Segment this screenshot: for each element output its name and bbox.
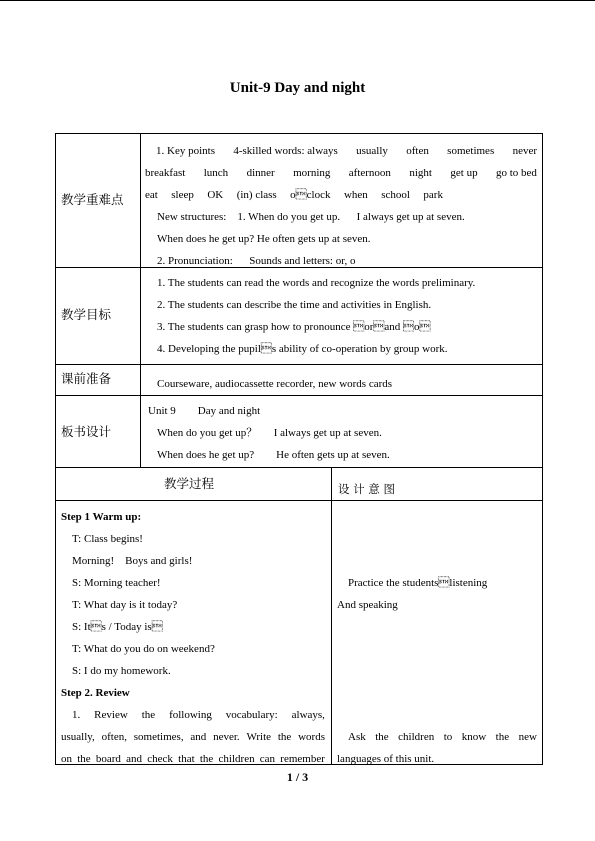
text-segment: sometimes,: [133, 731, 184, 743]
text-segment: the: [141, 709, 156, 721]
dialogue-line: S: Morning teacher!: [72, 577, 161, 589]
text-segment: dinner: [246, 167, 275, 179]
text-segment: the: [277, 731, 292, 743]
text-segment: Review: [94, 709, 128, 721]
words-line: [145, 188, 443, 202]
text-segment: words: [298, 731, 325, 743]
text-segment: board: [95, 753, 121, 765]
text-segment: and: [126, 753, 143, 765]
dialogue-line: T: What day is it today?: [72, 599, 178, 611]
text-segment: and: [190, 731, 207, 743]
text-segment: (in) class: [236, 189, 277, 201]
words-line: [145, 166, 537, 180]
dialogue-line: S: I do my homework.: [72, 665, 171, 677]
text-segment: 1. Key points: [156, 145, 215, 157]
intent-header: 设 计 意 图: [338, 482, 395, 496]
intent-text: languages of this unit.: [337, 753, 435, 765]
page-top-rule: [0, 0, 595, 1]
structures-line: New structures: 1. When do you get up. I always get up at seven.: [157, 211, 465, 223]
text-segment: lunch: [203, 167, 229, 179]
intent-text: And speaking: [337, 599, 398, 611]
text-segment: morning: [293, 167, 331, 179]
row-divider: [55, 364, 543, 365]
intent-text: Practice the studentslistening: [348, 577, 488, 589]
table-border-top: [55, 133, 543, 134]
table-border-right: [542, 133, 543, 765]
pronunciation-line: 2. Pronunciation: Sounds and letters: or, o: [157, 255, 356, 267]
text-segment: often: [406, 145, 429, 157]
review-line: [72, 708, 325, 722]
preparation-label: 课前准备: [61, 371, 112, 386]
text-segment: new: [518, 731, 537, 743]
row-divider: [55, 395, 543, 396]
objective-item: 1. The students can read the words and recognize the words preliminary.: [157, 277, 476, 289]
text-segment: when: [343, 189, 368, 201]
text-segment: afternoon: [348, 167, 391, 179]
text-segment: park: [423, 189, 443, 201]
objective-item: 2. The students can describe the time and activities in English.: [157, 299, 432, 311]
text-segment: go to bed: [495, 167, 537, 179]
text-segment: usually: [356, 145, 388, 157]
board-label: 板书设计: [61, 424, 112, 439]
key-points-line: [156, 144, 537, 158]
page-title: Unit-9 Day and night: [229, 80, 366, 96]
step-heading: Step 1 Warm up:: [61, 511, 142, 523]
dialogue-line: Morning! Boys and girls!: [72, 555, 193, 567]
board-line: Unit 9 Day and night: [148, 405, 261, 417]
dialogue-line: T: What do you do on weekend?: [72, 643, 215, 655]
text-segment: 4-skilled words: always: [233, 145, 338, 157]
text-segment: never.: [213, 731, 240, 743]
process-column-divider: [331, 467, 332, 765]
objectives-label: 教学目标: [61, 307, 112, 322]
process-header: 教学过程: [164, 476, 215, 491]
row-divider: [55, 500, 543, 501]
text-segment: vocabulary:: [225, 709, 278, 721]
page-number: 1 / 3: [286, 770, 309, 784]
text-segment: OK: [207, 189, 224, 201]
intent-text: [348, 730, 537, 744]
text-segment: sleep: [171, 189, 194, 201]
text-segment: Write: [246, 731, 272, 743]
board-line: When does he get up? He often gets up at seven.: [157, 449, 390, 461]
review-line: [61, 730, 325, 744]
difficulty-label: 教学重难点: [61, 192, 124, 207]
text-segment: breakfast: [145, 167, 186, 179]
text-segment: Ask: [348, 731, 366, 743]
step-heading: Step 2. Review: [61, 687, 130, 699]
text-segment: remember: [280, 753, 325, 765]
text-segment: children: [398, 731, 435, 743]
label-column-divider: [140, 133, 141, 468]
table-border-left: [55, 133, 56, 765]
text-segment: know: [461, 731, 487, 743]
text-segment: eat: [145, 189, 158, 201]
review-line: [61, 752, 325, 766]
text-segment: the: [495, 731, 510, 743]
text-segment: the: [375, 731, 389, 743]
preparation-text: Courseware, audiocassette recorder, new words cards: [157, 378, 393, 390]
dialogue-line: S: Its / Today is: [72, 621, 163, 633]
text-segment: get up: [450, 167, 478, 179]
text-segment: often,: [101, 731, 127, 743]
text-segment: the: [199, 753, 214, 765]
text-segment: following: [169, 709, 212, 721]
text-segment: to: [443, 731, 453, 743]
text-segment: 1.: [72, 709, 81, 721]
text-segment: always,: [291, 709, 325, 721]
board-line: When do you get up？ I always get up at seven.: [157, 427, 382, 439]
text-segment: night: [409, 167, 432, 179]
text-segment: on: [61, 753, 72, 765]
objective-item: 4. Developing the pupils ability of co-operation by group work.: [157, 343, 448, 355]
text-segment: children: [218, 753, 255, 765]
text-segment: can: [259, 753, 276, 765]
text-segment: never: [512, 145, 537, 157]
text-segment: check: [147, 753, 173, 765]
text-segment: sometimes: [447, 145, 495, 157]
row-divider: [55, 467, 543, 468]
text-segment: school: [381, 189, 410, 201]
text-segment: the: [77, 753, 91, 765]
structures-line: When does he get up? He often gets up at seven.: [157, 233, 371, 245]
text-segment: that: [178, 753, 195, 765]
dialogue-line: T: Class begins!: [72, 533, 143, 545]
text-segment: usually,: [61, 731, 95, 743]
text-segment: oclock: [290, 189, 331, 201]
objective-item: 3. The students can grasp how to pronounce orand o: [157, 321, 431, 333]
